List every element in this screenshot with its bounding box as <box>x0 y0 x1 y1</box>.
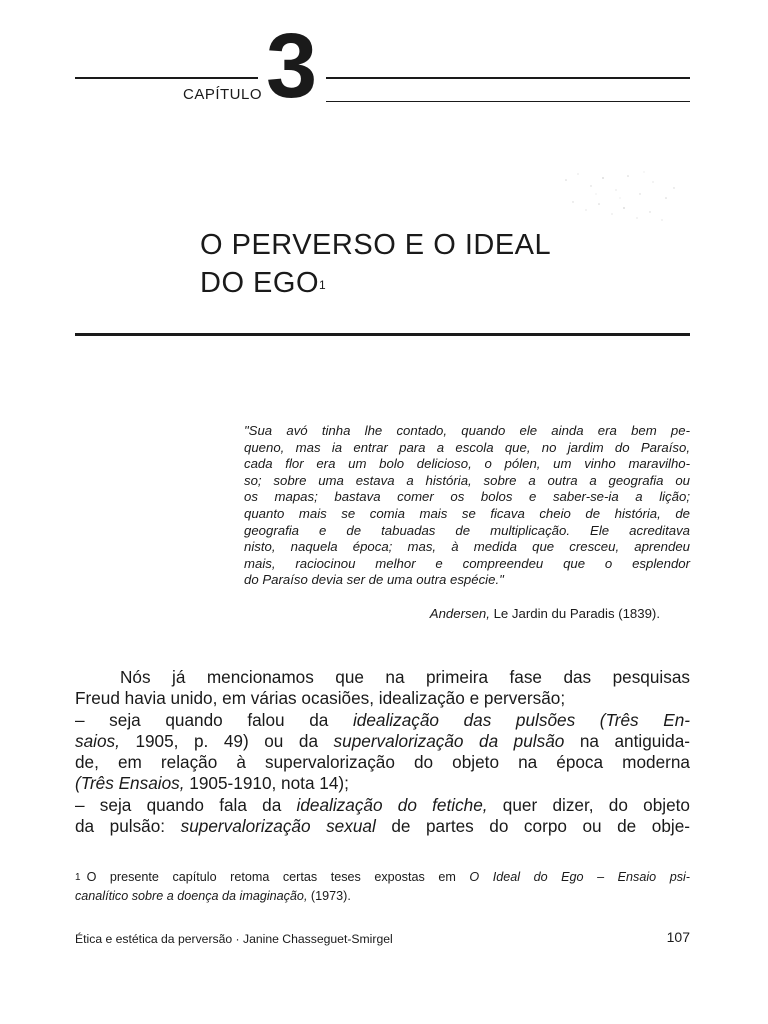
body-italic-run: (Três Ensaios, <box>75 773 185 794</box>
body-text-run: 1905-1910, nota 14); <box>184 773 349 794</box>
body-text-run: de partes do corpo ou de obje- <box>375 816 690 837</box>
epigraph-line: do Paraíso devia ser de uma outra espécie." <box>244 572 504 588</box>
epigraph-line: queno, mas ia entrar para a escola que, no jardim do Paraíso, <box>244 439 690 455</box>
body-text-run: 1905, p. 49) ou da <box>119 730 334 751</box>
footnote-text-run: O presente capítulo retoma certas teses expostas em <box>86 870 470 884</box>
epigraph-attribution <box>430 606 660 621</box>
body-line: de, em relação à supervalorização do objeto na época moderna <box>75 752 690 773</box>
running-footer-title: Ética e estética da perversão · Janine Chasseguet-Smirgel <box>75 932 393 946</box>
body-line <box>75 710 690 731</box>
footnote-line <box>75 887 690 906</box>
epigraph-line: so; sobre uma estava a história, sobre a outra a geografia ou <box>244 472 690 488</box>
body-line: Nós já mencionamos que na primeira fase das pesquisas <box>120 667 690 687</box>
body-text-run: na antiguida- <box>564 730 690 751</box>
title-footnote-marker[interactable]: 1 <box>319 278 327 292</box>
body-line: Freud havia unido, em várias ocasiões, idealização e perversão; <box>75 688 566 709</box>
epigraph-line: os mapas; bastava comer os bolos e saber-se-ia a lição; <box>244 489 690 505</box>
body-line <box>75 816 690 837</box>
epigraph-line: cada flor era um bolo delicioso, o pólen, um vinho maravilho- <box>244 456 690 472</box>
epigraph-author: Andersen, <box>429 606 490 621</box>
chapter-number: 3 <box>266 15 318 117</box>
body-line <box>75 773 690 794</box>
title-rule <box>75 333 690 336</box>
epigraph <box>244 423 690 589</box>
body-text-run: – seja quando fala da <box>75 794 297 815</box>
epigraph-line: quanto mais se comia mais se ficava cheio de história, de <box>244 505 690 521</box>
body-italic-run: supervalorização sexual <box>180 816 376 837</box>
chapter-label: CAPÍTULO <box>183 86 263 103</box>
body-italic-run: idealização do fetiche, <box>296 794 488 815</box>
body-line <box>75 795 690 816</box>
footnote-text-run: (1973). <box>307 889 351 903</box>
epigraph-line: nisto, naquela época; mas, à medida que cresceu, aprendeu <box>244 539 690 555</box>
chapter-title-line-2 <box>200 264 551 302</box>
body-italic-run: saios, <box>75 730 120 751</box>
epigraph-line: "Sua avó tinha lhe contado, quando ele ainda era bem pe- <box>244 423 690 438</box>
footnote-italic-run: O Ideal do Ego – Ensaio psi- <box>469 870 690 884</box>
chapter-title-line-1: O PERVERSO E O IDEAL <box>200 229 552 261</box>
body-text-run: quer dizer, do objeto <box>487 794 690 815</box>
footnote-italic-run: canalítico sobre a doença da imaginação, <box>75 889 308 903</box>
chapter-rule-left <box>75 77 258 79</box>
footnote-line <box>75 868 690 887</box>
chapter-rule-right-top <box>326 77 690 79</box>
chapter-title <box>200 226 551 302</box>
epigraph-line: geografia e de tabuadas de multiplicação. Ele acreditava <box>244 522 690 538</box>
scan-speckle-decoration <box>558 168 680 226</box>
body-line <box>75 731 690 752</box>
footnote <box>75 868 690 906</box>
epigraph-line: mais, raciocinou melhor e compreendeu que o esplendor <box>244 555 690 571</box>
chapter-title-line-2-text: DO EGO <box>200 267 320 299</box>
body-text-run: da pulsão: <box>75 816 181 837</box>
chapter-rule-right-bottom <box>326 101 690 102</box>
body-italic-run: idealização das pulsões (Três En- <box>352 709 690 730</box>
body-italic-run: supervalorização da pulsão <box>333 730 565 751</box>
body-text-run: – seja quando falou da <box>75 709 353 730</box>
epigraph-source: Le Jardin du Paradis (1839). <box>493 606 660 621</box>
page-number: 107 <box>666 929 690 945</box>
footnote-marker: 1 <box>75 872 81 883</box>
body-text <box>75 667 690 837</box>
